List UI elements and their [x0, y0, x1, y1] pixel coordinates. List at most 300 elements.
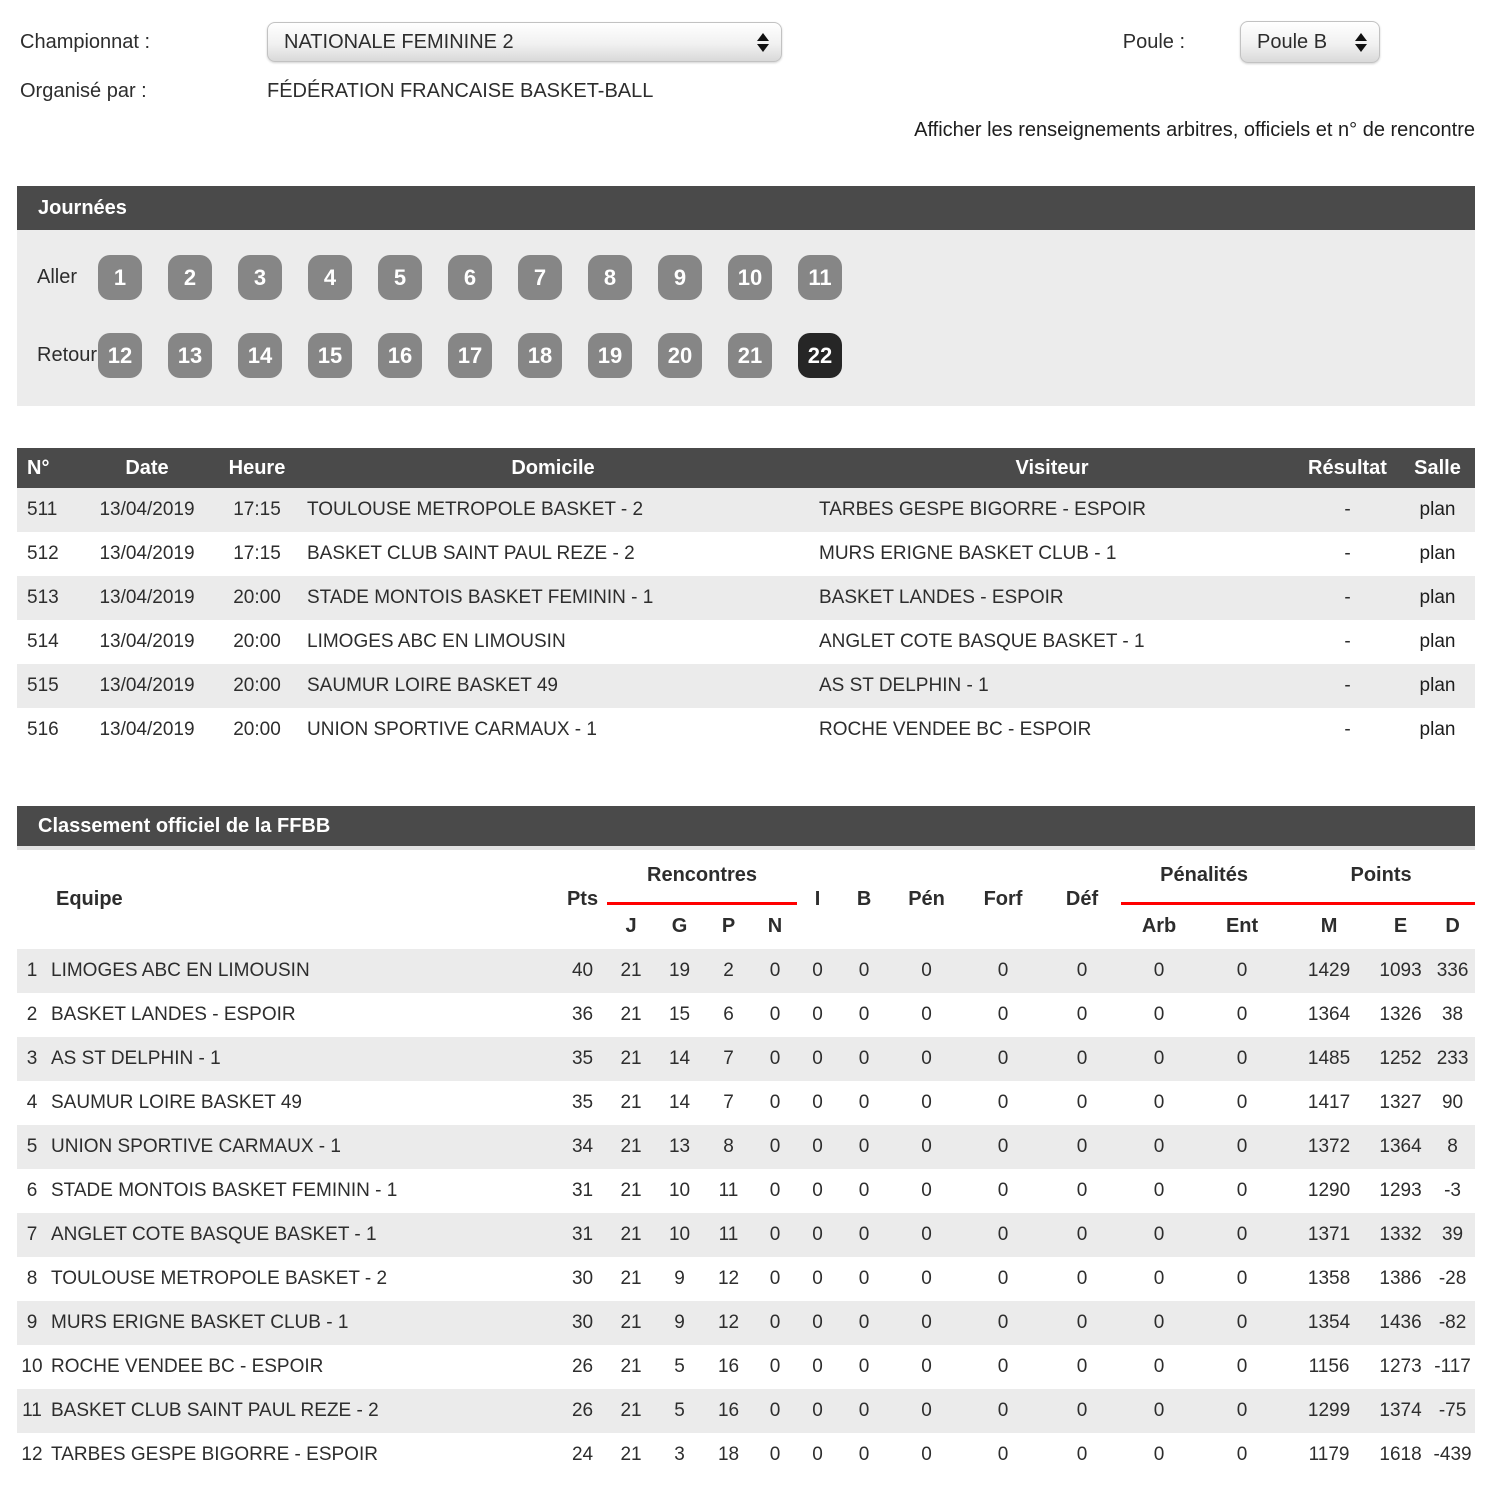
- dropdown-arrows-icon: [757, 33, 769, 52]
- team-forf: 0: [997, 1444, 1009, 1465]
- team-name: UNION SPORTIVE CARMAUX - 1: [51, 1136, 341, 1157]
- team-forf: 0: [997, 1136, 1009, 1157]
- team-p: 16: [717, 1356, 740, 1377]
- col-header-domicile: Domicile: [297, 448, 809, 488]
- championnat-select[interactable]: [267, 22, 782, 62]
- team-points-m: 1290: [1307, 1180, 1351, 1201]
- team-arb: 0: [1153, 1444, 1165, 1465]
- team-forf: 0: [997, 1268, 1009, 1289]
- match-home-team: LIMOGES ABC EN LIMOUSIN: [307, 631, 566, 652]
- team-def: 0: [1076, 1224, 1088, 1245]
- matches-header-row: [17, 448, 1475, 488]
- team-i: 0: [812, 1048, 823, 1069]
- team-n: 0: [769, 1224, 781, 1245]
- team-points-e: 1374: [1379, 1400, 1422, 1421]
- team-forf: 0: [997, 1312, 1009, 1333]
- team-b: 0: [858, 960, 870, 981]
- journee-button[interactable]: 7: [518, 255, 562, 300]
- team-name: STADE MONTOIS BASKET FEMININ - 1: [51, 1180, 398, 1201]
- team-i: 0: [812, 1004, 823, 1025]
- salle-plan-link[interactable]: plan: [1419, 675, 1456, 696]
- team-pen: 0: [921, 1136, 932, 1157]
- journee-button[interactable]: 5: [378, 255, 422, 300]
- team-n: 0: [769, 960, 781, 981]
- team-j: 21: [620, 1356, 642, 1377]
- matches-table: [17, 448, 1475, 752]
- team-ent: 0: [1236, 1180, 1248, 1201]
- match-number: 513: [27, 587, 59, 608]
- team-points-e: 1252: [1379, 1048, 1422, 1069]
- journees-panel-title: Journées: [17, 186, 1475, 230]
- journee-button[interactable]: 2: [168, 255, 212, 300]
- team-def: 0: [1076, 960, 1088, 981]
- team-points-e: 1273: [1379, 1356, 1422, 1377]
- match-away-team: TARBES GESPE BIGORRE - ESPOIR: [819, 499, 1146, 520]
- col-header-n: N: [767, 915, 783, 938]
- col-header-e: E: [1393, 915, 1408, 938]
- team-g: 10: [668, 1180, 691, 1201]
- team-pen: 0: [921, 1444, 932, 1465]
- team-ent: 0: [1236, 1400, 1248, 1421]
- team-points-d: 8: [1447, 1136, 1458, 1157]
- journee-button[interactable]: 15: [308, 333, 352, 378]
- team-name: BASKET CLUB SAINT PAUL REZE - 2: [51, 1400, 379, 1421]
- team-points-d: -75: [1438, 1400, 1467, 1421]
- match-result: -: [1344, 719, 1351, 740]
- col-header-p: P: [721, 915, 736, 938]
- team-i: 0: [812, 1268, 823, 1289]
- match-date: 13/04/2019: [99, 543, 195, 564]
- classement-header-row-groups: [17, 850, 1475, 903]
- team-n: 0: [769, 1004, 781, 1025]
- team-n: 0: [769, 1400, 781, 1421]
- col-header-visiteur: Visiteur: [809, 448, 1295, 488]
- team-points-e: 1386: [1379, 1268, 1422, 1289]
- journee-button[interactable]: 14: [238, 333, 282, 378]
- match-home-team: UNION SPORTIVE CARMAUX - 1: [307, 719, 597, 740]
- team-rank: 2: [26, 1004, 38, 1025]
- team-forf: 0: [997, 1400, 1009, 1421]
- team-n: 0: [769, 1444, 781, 1465]
- team-p: 11: [718, 1180, 739, 1201]
- col-header-m: M: [1320, 915, 1338, 938]
- match-result: -: [1344, 499, 1351, 520]
- team-b: 0: [858, 1048, 870, 1069]
- team-pen: 0: [921, 1092, 932, 1113]
- match-time: 17:15: [233, 543, 281, 564]
- classement-row: [17, 1389, 1475, 1433]
- team-pts: 40: [571, 960, 594, 981]
- retour-label: Retour: [37, 344, 98, 366]
- poule-select[interactable]: [1240, 21, 1380, 63]
- col-header-g: G: [671, 915, 688, 938]
- team-g: 9: [674, 1312, 685, 1333]
- journee-button[interactable]: 12: [98, 333, 142, 378]
- team-g: 3: [674, 1444, 685, 1465]
- team-points-m: 1417: [1307, 1092, 1351, 1113]
- team-b: 0: [858, 1004, 870, 1025]
- team-arb: 0: [1153, 960, 1165, 981]
- team-g: 14: [668, 1048, 691, 1069]
- classement-row: [17, 1037, 1475, 1081]
- group-header-rencontres: Rencontres: [607, 850, 797, 903]
- classement-row: [17, 1169, 1475, 1213]
- team-pts: 24: [571, 1444, 594, 1465]
- team-arb: 0: [1153, 1180, 1165, 1201]
- journee-button[interactable]: 18: [518, 333, 562, 378]
- team-points-d: 90: [1441, 1092, 1464, 1113]
- team-g: 5: [674, 1400, 685, 1421]
- team-p: 12: [717, 1312, 740, 1333]
- team-points-e: 1093: [1379, 960, 1422, 981]
- team-n: 0: [769, 1356, 781, 1377]
- col-header-salle: Salle: [1400, 448, 1475, 488]
- team-i: 0: [812, 1444, 823, 1465]
- match-time: 20:00: [233, 675, 281, 696]
- afficher-arbitres-link[interactable]: Afficher les renseignements arbitres, officiels et n° de rencontre: [914, 119, 1475, 141]
- team-forf: 0: [997, 1004, 1009, 1025]
- match-away-team: ROCHE VENDEE BC - ESPOIR: [819, 719, 1092, 740]
- team-j: 21: [620, 960, 642, 981]
- team-points-e: 1293: [1379, 1180, 1422, 1201]
- team-pts: 30: [571, 1268, 594, 1289]
- team-def: 0: [1076, 1444, 1088, 1465]
- team-g: 5: [674, 1356, 685, 1377]
- journee-button[interactable]: 20: [658, 333, 702, 378]
- journee-button[interactable]: 1: [98, 255, 142, 300]
- match-row: [17, 620, 1475, 664]
- journee-button[interactable]: 19: [588, 333, 632, 378]
- team-forf: 0: [997, 1048, 1009, 1069]
- match-number: 514: [27, 631, 59, 652]
- team-b: 0: [858, 1180, 870, 1201]
- team-g: 15: [668, 1004, 691, 1025]
- team-pts: 35: [571, 1048, 594, 1069]
- team-b: 0: [858, 1400, 870, 1421]
- match-away-team: BASKET LANDES - ESPOIR: [819, 587, 1064, 608]
- match-number: 516: [27, 719, 59, 740]
- match-result: -: [1344, 543, 1351, 564]
- match-home-team: SAUMUR LOIRE BASKET 49: [307, 675, 558, 696]
- team-rank: 1: [26, 960, 38, 981]
- poule-label: Poule :: [1122, 30, 1185, 53]
- team-p: 6: [723, 1004, 734, 1025]
- team-points-e: 1364: [1379, 1136, 1422, 1157]
- match-row: [17, 488, 1475, 532]
- match-number: 512: [27, 543, 59, 564]
- team-pen: 0: [921, 960, 932, 981]
- aller-button-row: [98, 255, 868, 300]
- team-points-e: 1326: [1379, 1004, 1422, 1025]
- col-header-heure: Heure: [217, 448, 297, 488]
- match-date: 13/04/2019: [99, 587, 195, 608]
- team-i: 0: [812, 1312, 823, 1333]
- team-points-m: 1299: [1307, 1400, 1351, 1421]
- col-header-ent: Ent: [1225, 915, 1259, 938]
- team-points-m: 1364: [1307, 1004, 1351, 1025]
- team-forf: 0: [997, 1180, 1009, 1201]
- match-time: 20:00: [233, 631, 281, 652]
- match-time: 20:00: [233, 587, 281, 608]
- team-ent: 0: [1236, 1312, 1248, 1333]
- team-pts: 30: [571, 1312, 594, 1333]
- team-i: 0: [812, 1180, 823, 1201]
- team-b: 0: [858, 1356, 870, 1377]
- salle-plan-link[interactable]: plan: [1419, 499, 1456, 520]
- team-forf: 0: [997, 1356, 1009, 1377]
- team-points-m: 1179: [1308, 1444, 1350, 1465]
- team-n: 0: [769, 1180, 781, 1201]
- team-name: LIMOGES ABC EN LIMOUSIN: [51, 960, 310, 981]
- team-points-d: -117: [1434, 1356, 1471, 1377]
- team-p: 16: [717, 1400, 740, 1421]
- team-name: ROCHE VENDEE BC - ESPOIR: [51, 1356, 324, 1377]
- team-rank: 9: [26, 1312, 38, 1333]
- retour-button-row: [98, 333, 868, 378]
- match-home-team: TOULOUSE METROPOLE BASKET - 2: [307, 499, 644, 520]
- match-away-team: AS ST DELPHIN - 1: [819, 675, 989, 696]
- team-points-d: 39: [1441, 1224, 1464, 1245]
- salle-plan-link[interactable]: plan: [1419, 631, 1456, 652]
- classement-row: [17, 1301, 1475, 1345]
- team-arb: 0: [1153, 1268, 1165, 1289]
- team-b: 0: [858, 1224, 870, 1245]
- match-result: -: [1344, 675, 1351, 696]
- team-i: 0: [812, 1092, 823, 1113]
- team-points-e: 1618: [1379, 1444, 1422, 1465]
- poule-selected-value: Poule B: [1257, 30, 1328, 53]
- team-name: BASKET LANDES - ESPOIR: [51, 1004, 296, 1025]
- team-rank: 8: [26, 1268, 38, 1289]
- team-p: 18: [717, 1444, 740, 1465]
- match-home-team: BASKET CLUB SAINT PAUL REZE - 2: [307, 543, 635, 564]
- team-pts: 31: [571, 1180, 594, 1201]
- team-rank: 12: [21, 1444, 43, 1465]
- match-away-team: ANGLET COTE BASQUE BASKET - 1: [819, 631, 1145, 652]
- team-g: 13: [668, 1136, 691, 1157]
- team-points-e: 1436: [1379, 1312, 1422, 1333]
- match-number: 515: [27, 675, 59, 696]
- journee-button[interactable]: 4: [308, 255, 352, 300]
- championnat-label: Championnat :: [20, 30, 151, 53]
- team-ent: 0: [1236, 1136, 1248, 1157]
- team-p: 12: [717, 1268, 740, 1289]
- match-away-team: MURS ERIGNE BASKET CLUB - 1: [819, 543, 1117, 564]
- team-points-d: 38: [1441, 1004, 1464, 1025]
- match-result: -: [1344, 587, 1351, 608]
- classement-row: [17, 1213, 1475, 1257]
- team-p: 2: [723, 960, 734, 981]
- team-b: 0: [858, 1444, 870, 1465]
- match-time: 20:00: [233, 719, 281, 740]
- team-b: 0: [858, 1312, 870, 1333]
- team-pen: 0: [921, 1356, 932, 1377]
- team-def: 0: [1076, 1356, 1088, 1377]
- team-j: 21: [620, 1312, 642, 1333]
- team-pts: 26: [571, 1356, 594, 1377]
- journee-button[interactable]: 22: [798, 333, 842, 378]
- col-header-equipe: Equipe: [56, 888, 123, 910]
- team-name: TARBES GESPE BIGORRE - ESPOIR: [51, 1444, 378, 1465]
- team-j: 21: [620, 1224, 642, 1245]
- team-i: 0: [812, 1224, 823, 1245]
- journee-button[interactable]: 13: [168, 333, 212, 378]
- team-arb: 0: [1153, 1004, 1165, 1025]
- team-forf: 0: [997, 1224, 1009, 1245]
- col-header-j: J: [625, 915, 637, 938]
- salle-plan-link[interactable]: plan: [1419, 587, 1456, 608]
- journee-button[interactable]: 11: [798, 255, 842, 300]
- col-header-i: I: [814, 888, 821, 910]
- match-date: 13/04/2019: [99, 719, 195, 740]
- team-rank: 3: [26, 1048, 38, 1069]
- championnat-selected-value: NATIONALE FEMININE 2: [284, 30, 514, 53]
- team-name: MURS ERIGNE BASKET CLUB - 1: [51, 1312, 349, 1333]
- team-arb: 0: [1153, 1356, 1165, 1377]
- team-pen: 0: [921, 1004, 932, 1025]
- team-name: ANGLET COTE BASQUE BASKET - 1: [51, 1224, 377, 1245]
- team-pts: 35: [571, 1092, 594, 1113]
- col-header-d: D: [1445, 915, 1460, 938]
- team-def: 0: [1076, 1312, 1088, 1333]
- team-points-e: 1327: [1379, 1092, 1422, 1113]
- team-points-e: 1332: [1379, 1224, 1422, 1245]
- team-points-d: -28: [1438, 1268, 1467, 1289]
- journee-button[interactable]: 9: [658, 255, 702, 300]
- team-def: 0: [1076, 1136, 1088, 1157]
- col-header-forf: Forf: [983, 888, 1023, 910]
- col-header-arb: Arb: [1141, 915, 1177, 938]
- team-i: 0: [812, 1356, 823, 1377]
- team-p: 8: [723, 1136, 734, 1157]
- classement-row: [17, 1433, 1475, 1477]
- journee-button[interactable]: 10: [728, 255, 772, 300]
- team-arb: 0: [1153, 1400, 1165, 1421]
- filters-section: [17, 0, 1475, 142]
- salle-plan-link[interactable]: plan: [1419, 543, 1456, 564]
- team-def: 0: [1076, 1180, 1088, 1201]
- team-ent: 0: [1236, 1048, 1248, 1069]
- team-def: 0: [1076, 1048, 1088, 1069]
- team-arb: 0: [1153, 1092, 1165, 1113]
- team-def: 0: [1076, 1268, 1088, 1289]
- team-i: 0: [812, 960, 823, 981]
- team-j: 21: [620, 1004, 642, 1025]
- team-g: 14: [668, 1092, 691, 1113]
- team-def: 0: [1076, 1092, 1088, 1113]
- team-n: 0: [769, 1268, 781, 1289]
- team-b: 0: [858, 1092, 870, 1113]
- match-row: [17, 576, 1475, 620]
- team-j: 21: [620, 1180, 642, 1201]
- aller-label: Aller: [37, 266, 78, 288]
- team-arb: 0: [1153, 1136, 1165, 1157]
- team-p: 7: [723, 1092, 734, 1113]
- salle-plan-link[interactable]: plan: [1419, 719, 1456, 740]
- classement-row: [17, 1125, 1475, 1169]
- team-points-m: 1372: [1307, 1136, 1351, 1157]
- team-pts: 26: [571, 1400, 594, 1421]
- team-pen: 0: [921, 1312, 932, 1333]
- team-ent: 0: [1236, 1268, 1248, 1289]
- classement-table: [17, 850, 1475, 1477]
- team-def: 0: [1076, 1400, 1088, 1421]
- team-pen: 0: [921, 1400, 932, 1421]
- team-points-d: -3: [1444, 1180, 1462, 1201]
- journee-button[interactable]: 16: [378, 333, 422, 378]
- col-header-pts: Pts: [566, 888, 599, 910]
- classement-row: [17, 1345, 1475, 1389]
- team-points-d: 233: [1436, 1048, 1469, 1069]
- team-def: 0: [1076, 1004, 1088, 1025]
- journee-button[interactable]: 8: [588, 255, 632, 300]
- team-i: 0: [812, 1400, 823, 1421]
- team-pts: 34: [571, 1136, 594, 1157]
- dropdown-arrows-icon: [1355, 33, 1367, 52]
- journee-button[interactable]: 6: [448, 255, 492, 300]
- match-row: [17, 532, 1475, 576]
- team-rank: 6: [26, 1180, 38, 1201]
- match-row: [17, 708, 1475, 752]
- team-j: 21: [620, 1400, 642, 1421]
- team-n: 0: [769, 1048, 781, 1069]
- team-n: 0: [769, 1092, 781, 1113]
- team-p: 11: [718, 1224, 739, 1245]
- match-date: 13/04/2019: [99, 675, 195, 696]
- team-rank: 5: [26, 1136, 38, 1157]
- team-n: 0: [769, 1136, 781, 1157]
- team-points-d: 336: [1436, 960, 1469, 981]
- match-row: [17, 664, 1475, 708]
- team-points-m: 1429: [1307, 960, 1351, 981]
- team-pen: 0: [921, 1180, 932, 1201]
- team-points-m: 1354: [1307, 1312, 1351, 1333]
- team-j: 21: [620, 1048, 642, 1069]
- team-j: 21: [620, 1092, 642, 1113]
- journees-panel: [17, 186, 1475, 406]
- team-g: 9: [674, 1268, 685, 1289]
- classement-row: [17, 1257, 1475, 1301]
- team-rank: 10: [21, 1356, 43, 1377]
- team-ent: 0: [1236, 1444, 1248, 1465]
- team-j: 21: [620, 1268, 642, 1289]
- team-g: 10: [668, 1224, 691, 1245]
- journee-button[interactable]: 3: [238, 255, 282, 300]
- classement-row: [17, 1081, 1475, 1125]
- match-home-team: STADE MONTOIS BASKET FEMININ - 1: [307, 587, 654, 608]
- team-arb: 0: [1153, 1048, 1165, 1069]
- team-name: SAUMUR LOIRE BASKET 49: [51, 1092, 302, 1113]
- journee-button[interactable]: 21: [728, 333, 772, 378]
- team-p: 7: [723, 1048, 734, 1069]
- team-forf: 0: [997, 1092, 1009, 1113]
- team-pts: 31: [571, 1224, 594, 1245]
- team-j: 21: [620, 1136, 642, 1157]
- col-header-pen: Pén: [908, 888, 945, 910]
- journee-button[interactable]: 17: [448, 333, 492, 378]
- organise-par-value: FÉDÉRATION FRANCAISE BASKET-BALL: [267, 80, 654, 102]
- group-header-points: Points: [1287, 850, 1475, 903]
- team-ent: 0: [1236, 1356, 1248, 1377]
- team-arb: 0: [1153, 1224, 1165, 1245]
- team-points-d: -439: [1433, 1444, 1472, 1465]
- classement-row: [17, 949, 1475, 993]
- team-points-d: -82: [1438, 1312, 1467, 1333]
- classement-row: [17, 993, 1475, 1037]
- team-rank: 7: [26, 1224, 38, 1245]
- team-pen: 0: [921, 1048, 932, 1069]
- team-g: 19: [668, 960, 691, 981]
